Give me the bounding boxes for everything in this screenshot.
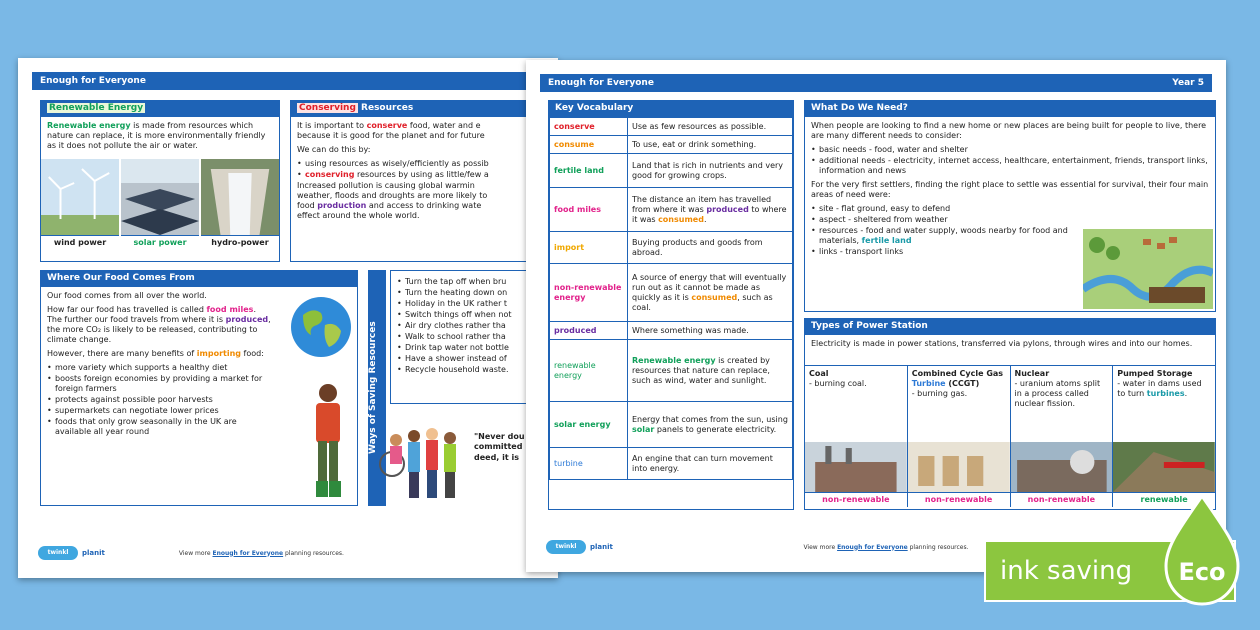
- food-origin-box: [40, 270, 358, 506]
- caption-wind: wind power: [41, 235, 119, 250]
- pumped-storage-photo: [1113, 442, 1215, 492]
- key-vocabulary-table: [549, 117, 793, 480]
- children-group-illustration: [378, 426, 468, 506]
- renewable-photos: [41, 159, 279, 235]
- what-do-we-need-heading: What Do We Need?: [805, 101, 1215, 117]
- table-row: fertile land Land that is rich in nutrients and very good for growing crops.: [550, 154, 793, 188]
- coal-column: Coal - burning coal. non-renewable: [805, 366, 908, 507]
- ink-saving-text: ink saving: [1000, 556, 1133, 586]
- left-footer: [38, 542, 538, 564]
- food-origin-heading: Where Our Food Comes From: [41, 271, 357, 287]
- pumped-storage-column: Pumped Storage - water in dams used to turn turbines. renewable: [1113, 366, 1215, 507]
- ccgt-column: Combined Cycle Gas Turbine (CCGT) - burning gas. non-renewable: [908, 366, 1011, 507]
- what-do-we-need-box: [804, 100, 1216, 312]
- nuclear-plant-photo: [1011, 442, 1113, 492]
- saving-resources-list: • Turn the tap off when bru • Turn the heating down on • Holiday in the UK rather t • Switch things off when not • Air dry clothes rather tha • Walk to school rather tha • Drink tap water not bottle • Have a shower instead of • Recycle household waste.: [390, 270, 552, 404]
- ccgt-plant-photo: [908, 442, 1010, 492]
- import-benefits-list: • more variety which supports a healthy diet • boosts foreign economies by providing a market for foreign farmers • protects against possible poor harvests • supermarkets can negotiate lower prices • foods that only grow seasonally in the UK are available all year round: [47, 363, 273, 437]
- table-row: conserve Use as few resources as possible.: [550, 118, 793, 136]
- left-sheet-title: Enough for Everyone: [40, 76, 146, 86]
- eco-label: Eco: [1178, 558, 1226, 586]
- right-knowledge-organiser-sheet: [526, 60, 1226, 572]
- right-footer-link[interactable]: Enough for Everyone: [837, 543, 908, 551]
- power-station-heading: Types of Power Station: [805, 319, 1215, 335]
- table-row: turbine An engine that can turn movement into energy.: [550, 448, 793, 480]
- renewable-energy-heading: Renewable Energy: [41, 101, 279, 117]
- renewable-captions: [41, 235, 279, 250]
- conserving-resources-heading: Conserving Resources: [291, 101, 551, 117]
- coal-plant-photo: [805, 442, 907, 492]
- renewable-energy-box: [40, 100, 280, 262]
- eco-leaf-icon: [1160, 494, 1244, 608]
- food-origin-text: Our food comes from all over the world. How far our food has travelled is called food miles. The further our food travels from where it is produced, the more CO₂ is likely to be released, contributing to climate change. However, there are many benefits of importing food: • more variety which supports a healthy diet • boosts foreign economies by providing a market for foreign farmers • protects against possible poor harvests • supermarkets can negotiate lower prices • foods that only grow seasonally in the UK are available all year round: [41, 287, 279, 442]
- table-row: solar energy Energy that comes from the sun, using solar panels to generate electricity.: [550, 402, 793, 448]
- power-station-grid: [805, 365, 1215, 507]
- renewable-energy-text: Renewable energy is made from resources which nature can replace, it is more environmentally friendly as it does not pollute the air or water.: [47, 121, 266, 150]
- solar-panel-photo: [121, 159, 199, 235]
- right-title-band: [540, 74, 1212, 92]
- left-footer-link[interactable]: Enough for Everyone: [212, 549, 284, 557]
- twinkl-logo: twinkl: [546, 540, 586, 554]
- power-station-box: [804, 318, 1216, 510]
- saving-resources-box: [368, 270, 552, 506]
- left-title-band: [32, 72, 544, 90]
- quote-text: "Never dou committed deed, it is: [474, 432, 525, 462]
- globe-icon: [289, 295, 353, 359]
- planit-logo-text: planit: [590, 543, 613, 551]
- planit-logo-text: planit: [82, 549, 105, 557]
- left-footer-text: View more Enough for Everyone planning resources.: [178, 549, 344, 557]
- key-vocabulary-box: [548, 100, 794, 510]
- table-row: food miles The distance an item has travelled from where it was produced to where it was consumed.: [550, 188, 793, 232]
- nuclear-column: Nuclear - uranium atoms split in a process called nuclear fission. non-renewable: [1011, 366, 1114, 507]
- twinkl-logo: twinkl: [38, 546, 78, 560]
- table-row: consume To use, eat or drink something.: [550, 136, 793, 154]
- left-knowledge-organiser-sheet: [18, 58, 558, 578]
- power-station-intro: Electricity is made in power stations, transferred via pylons, through wires and into our homes.: [811, 339, 1193, 348]
- caption-solar: solar power: [121, 235, 199, 250]
- farmer-illustration: [305, 381, 351, 501]
- conserving-resources-box: [290, 100, 552, 262]
- table-row: renewable energy Renewable energy is created by resources that nature can replace, such as wind, water and sunlight.: [550, 340, 793, 402]
- saving-resources-side-label: Ways of Saving Resources: [368, 270, 386, 506]
- table-row: import Buying products and goods from abroad.: [550, 232, 793, 264]
- right-sheet-title: Enough for Everyone: [548, 78, 654, 88]
- conserving-resources-text: It is important to conserve food, water and e because it is good for the planet and for future We can do this by: • using resources as wisely/efficiently as possib • conserving resources by using as little/few a Increased pollution is causing global warmin weather, floods and droughts are more likely to food production and access to drinking wate effect around the whole world.: [291, 117, 551, 229]
- settlement-map-illustration: [1083, 229, 1213, 309]
- hydro-power-photo: [201, 159, 279, 235]
- what-do-we-need-text: When people are looking to find a new home or new places are being built for people to live, there are many different needs to consider: • basic needs - food, water and shelter • additional needs - electricity, internet access, healthcare, entertainment, friends, transport links, information and news For the very first settlers, finding the right place to settle was essential for survival, their four main areas of need were: • site - flat ground, easy to defend • aspect - sheltered from weather • resources - food and water supply, woods nearby for food and materials, fertile land • links - transport links: [805, 117, 1215, 262]
- caption-hydro: hydro-power: [201, 235, 279, 250]
- key-vocabulary-heading: Key Vocabulary: [549, 101, 793, 117]
- year-label: Year 5: [1172, 78, 1204, 88]
- table-row: non-renewable energy A source of energy that will eventually run out as it cannot be made as quickly as it is consumed, such as coal.: [550, 264, 793, 322]
- table-row: produced Where something was made.: [550, 322, 793, 340]
- right-footer-text: View more Enough for Everyone planning resources.: [803, 543, 969, 551]
- wind-turbine-photo: [41, 159, 119, 235]
